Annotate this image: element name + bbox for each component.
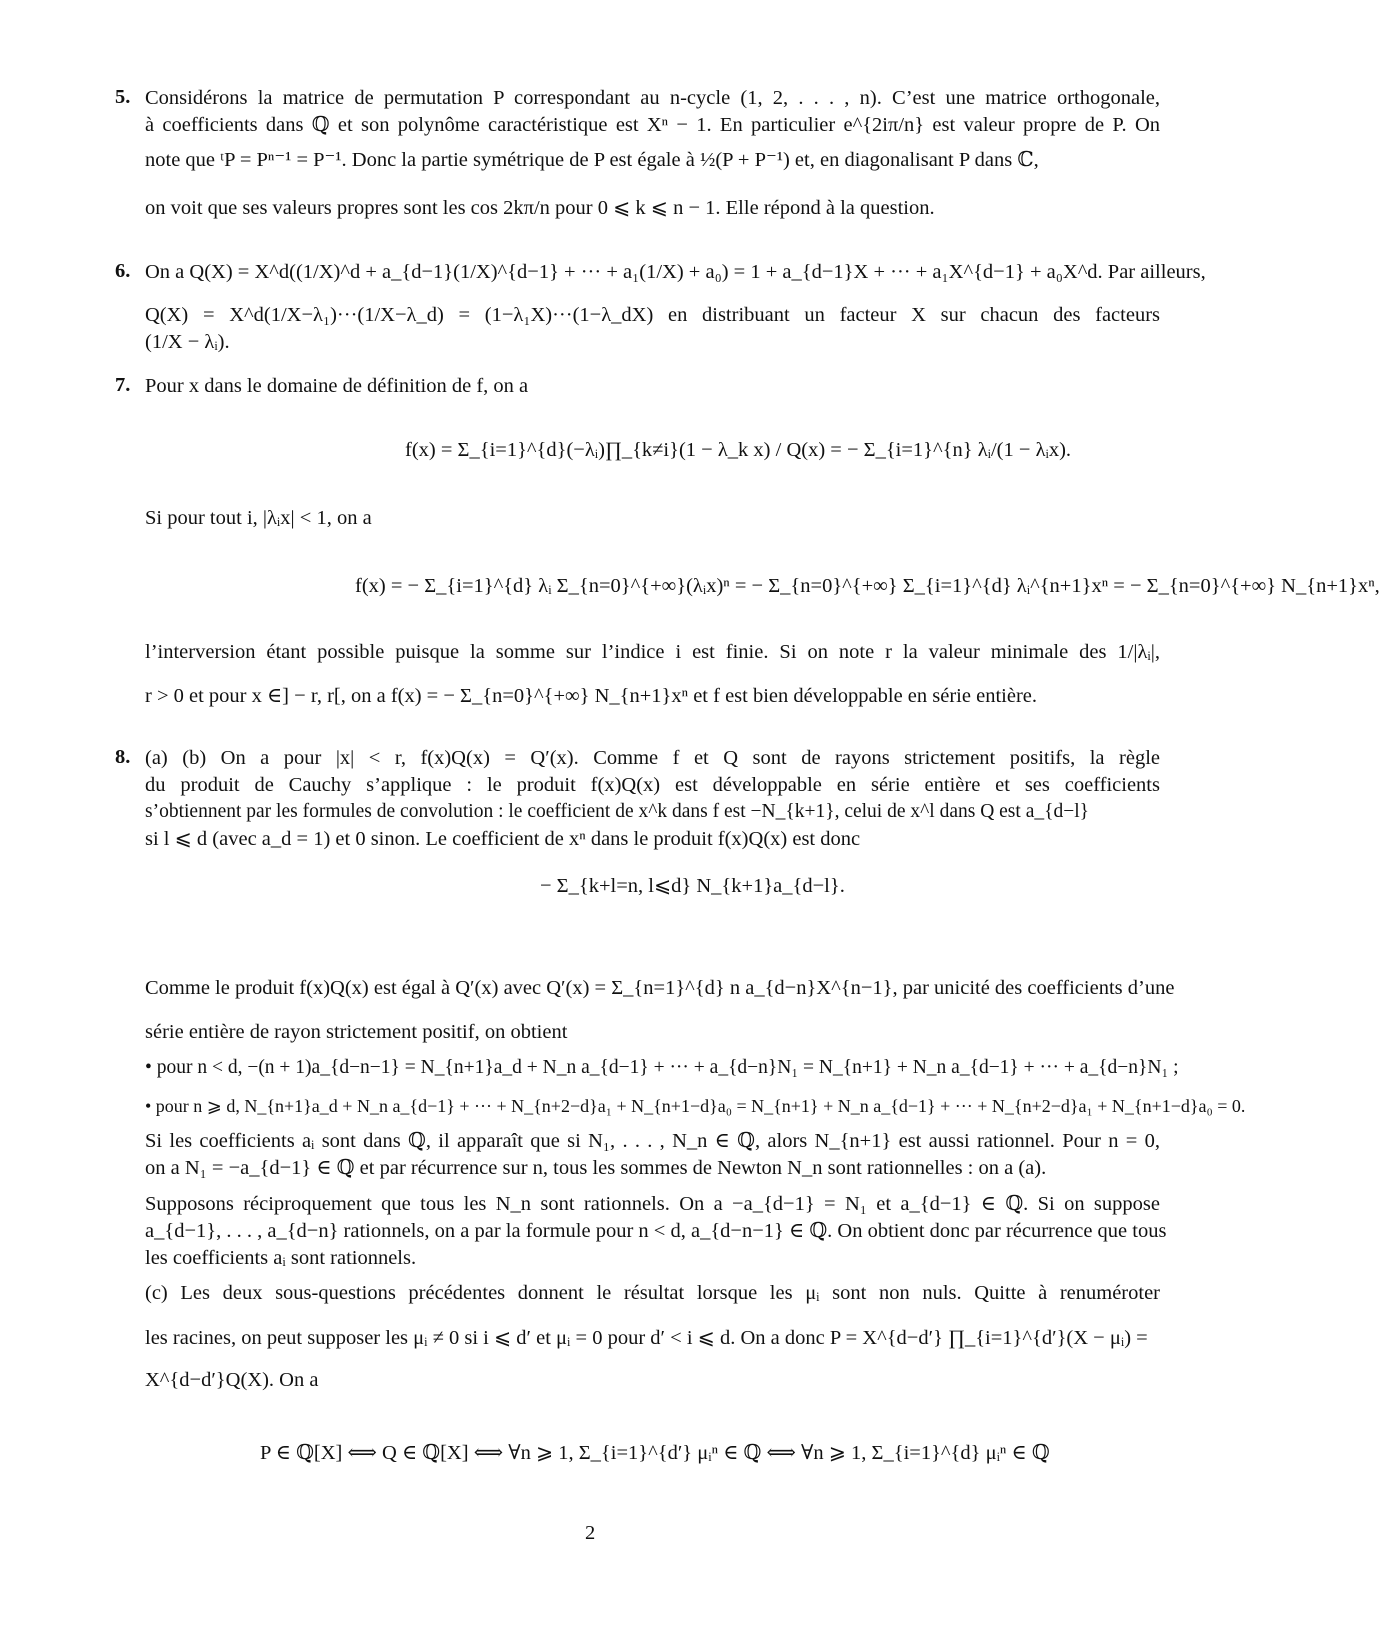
item-number: 7.: [115, 374, 131, 396]
equation-f-series: f(x) = − Σ_{i=1}^{d} λᵢ Σ_{n=0}^{+∞}(λᵢx)ⁿ = − Σ_{n=0}^{+∞} Σ_{i=1}^{d} λᵢ^{n+1}xⁿ = − Σ_{n=0}^{+∞} N_{n+1}xⁿ,: [355, 575, 1380, 597]
text-line: Considérons la matrice de permutation P correspondant au n-cycle (1, 2, . . . , n). C’est une matrice orthogonale,: [145, 87, 1160, 109]
bullet-line: • pour n < d, −(n + 1)a_{d−n−1} = N_{n+1}a_d + N_n a_{d−1} + ··· + a_{d−n}N₁ = N_{n+1} + N_n a_{d−1} + ··· + a_{d−n}N₁ ;: [145, 1057, 1179, 1078]
text-line: (1/X − λᵢ).: [145, 331, 230, 353]
page-number: 2: [585, 1522, 596, 1544]
text-line: les coefficients aᵢ sont rationnels.: [145, 1247, 417, 1269]
text-line: (c) Les deux sous-questions précédentes donnent le résultat lorsque les μᵢ sont non nuls. Quitte à renuméroter: [145, 1282, 1160, 1304]
text-line: X^{d−d′}Q(X). On a: [145, 1369, 319, 1391]
text-line: Comme le produit f(x)Q(x) est égal à Q′(x) avec Q′(x) = Σ_{n=1}^{d} n a_{d−n}X^{n−1}, par unicité des coefficients d’une: [145, 977, 1175, 999]
equation-equivalences: P ∈ ℚ[X] ⟺ Q ∈ ℚ[X] ⟺ ∀n ⩾ 1, Σ_{i=1}^{d′} μᵢⁿ ∈ ℚ ⟺ ∀n ⩾ 1, Σ_{i=1}^{d} μᵢⁿ ∈ ℚ: [260, 1442, 1050, 1464]
text-line: on voit que ses valeurs propres sont les cos 2kπ/n pour 0 ⩽ k ⩽ n − 1. Elle répond à la question.: [145, 197, 935, 219]
text-line: à coefficients dans ℚ et son polynôme caractéristique est Xⁿ − 1. En particulier e^{2iπ/n} est valeur propre de P. On: [145, 114, 1160, 136]
item-7: [115, 374, 1380, 714]
text-line: Pour x dans le domaine de définition de f, on a: [145, 375, 529, 397]
item-8: [115, 746, 1246, 1506]
text-line: note que ᵗP = Pⁿ⁻¹ = P⁻¹. Donc la partie symétrique de P est égale à ½(P + P⁻¹) et, en diagonalisant P dans ℂ,: [145, 149, 1039, 171]
item-6: [115, 260, 1206, 355]
text-line: a_{d−1}, . . . , a_{d−n} rationnels, on a par la formule pour n < d, a_{d−n−1} ∈ ℚ. On obtient donc par récurrence que tous: [145, 1220, 1167, 1242]
item-number: 8.: [115, 746, 131, 768]
equation-f-rational: f(x) = Σ_{i=1}^{d}(−λᵢ)∏_{k≠i}(1 − λ_k x) / Q(x) = − Σ_{i=1}^{n} λᵢ/(1 − λᵢx).: [405, 439, 1072, 461]
text-line: si l ⩽ d (avec a_d = 1) et 0 sinon. Le coefficient de xⁿ dans le produit f(x)Q(x) est donc: [145, 828, 861, 850]
text-line: l’interversion étant possible puisque la somme sur l’indice i est finie. Si on note r la valeur minimale des 1/|λᵢ|,: [145, 641, 1160, 663]
text-line: Si les coefficients aᵢ sont dans ℚ, il apparaît que si N₁, . . . , N_n ∈ ℚ, alors N_{n+1} est aussi rationnel. Pour n = 0,: [145, 1130, 1160, 1152]
bullet-line: • pour n ⩾ d, N_{n+1}a_d + N_n a_{d−1} + ··· + N_{n+2−d}a₁ + N_{n+1−d}a₀ = N_{n+1} + N_n a_{d−1} + ··· + N_{n+2−d}a₁ + N_{n+1−d}a₀ = 0.: [145, 1096, 1246, 1116]
text-line: s’obtiennent par les formules de convolution : le coefficient de x^k dans f est −N_{k+1}, celui de x^l dans Q est a_{d−l}: [145, 801, 1089, 822]
text-line: (a) (b) On a pour |x| < r, f(x)Q(x) = Q′(x). Comme f et Q sont de rayons strictement positifs, la règle: [145, 747, 1160, 769]
item-number: 5.: [115, 86, 131, 108]
text-line: Q(X) = X^d(1/X−λ₁)···(1/X−λ_d) = (1−λ₁X)···(1−λ_dX) en distribuant un facteur X sur chacun des facteurs: [145, 304, 1160, 326]
item-number: 6.: [115, 260, 131, 282]
text-line: on a N₁ = −a_{d−1} ∈ ℚ et par récurrence sur n, tous les sommes de Newton N_n sont rationnelles : on a (a).: [145, 1157, 1047, 1179]
text-line: série entière de rayon strictement positif, on obtient: [145, 1021, 568, 1043]
item-5: [115, 86, 1160, 236]
text-line: On a Q(X) = X^d((1/X)^d + a_{d−1}(1/X)^{d−1} + ··· + a₁(1/X) + a₀) = 1 + a_{d−1}X + ··· + a₁X^{d−1} + a₀X^d. Par ailleurs,: [145, 261, 1206, 283]
equation-convolution: − Σ_{k+l=n, l⩽d} N_{k+1}a_{d−l}.: [540, 875, 845, 897]
text-line: Si pour tout i, |λᵢx| < 1, on a: [145, 507, 372, 529]
text-line: r > 0 et pour x ∈] − r, r[, on a f(x) = − Σ_{n=0}^{+∞} N_{n+1}xⁿ et f est bien développable en série entière.: [145, 685, 1037, 707]
text-line: les racines, on peut supposer les μᵢ ≠ 0 si i ⩽ d′ et μᵢ = 0 pour d′ < i ⩽ d. On a donc P = X^{d−d′} ∏_{i=1}^{d′}(X − μᵢ) =: [145, 1327, 1148, 1349]
text-line: Supposons réciproquement que tous les N_n sont rationnels. On a −a_{d−1} = N₁ et a_{d−1} ∈ ℚ. Si on suppose: [145, 1193, 1160, 1215]
text-line: du produit de Cauchy s’applique : le produit f(x)Q(x) est développable en série entière et ses coefficients: [145, 774, 1160, 796]
